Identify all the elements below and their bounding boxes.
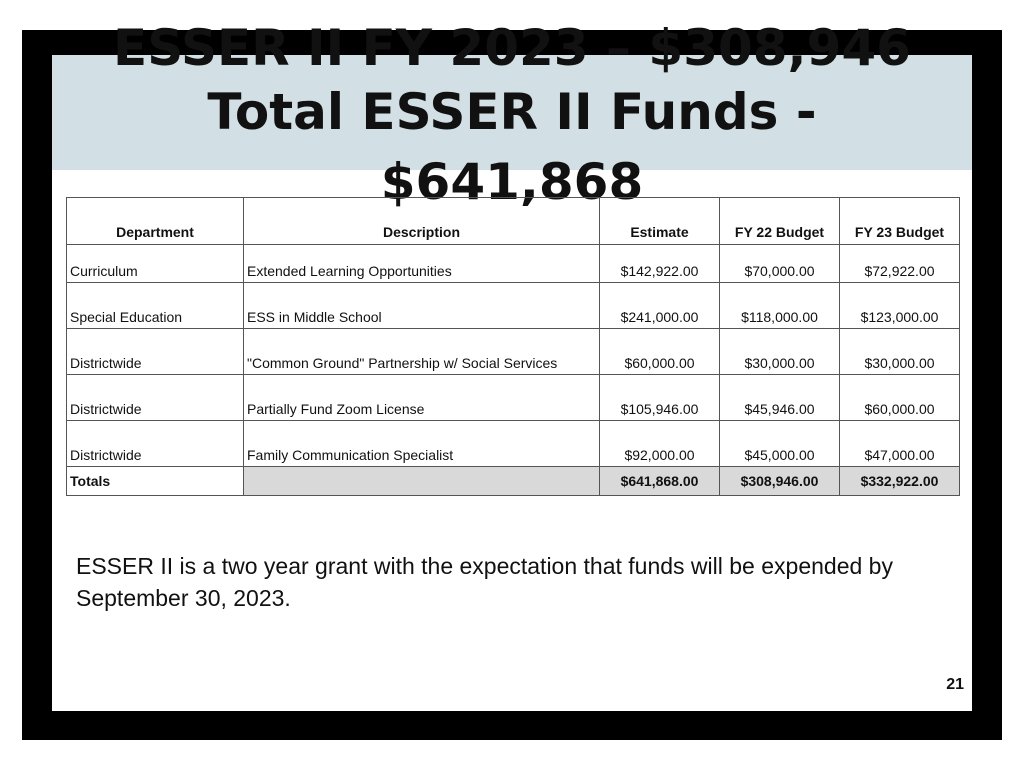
cell-fy23-budget: $30,000.00 — [840, 329, 960, 375]
cell-estimate: $60,000.00 — [600, 329, 720, 375]
grant-note: ESSER II is a two year grant with the expectation that funds will be expended by September 30, 2023. — [76, 553, 893, 611]
page-number: 21 — [946, 676, 964, 693]
totals-description — [244, 467, 600, 496]
cell-fy22-budget: $30,000.00 — [720, 329, 840, 375]
totals-fy23-budget: $332,922.00 — [840, 467, 960, 496]
cell-department: Districtwide — [67, 329, 244, 375]
slide-title-line-2: Total ESSER II Funds - — [207, 83, 817, 141]
cell-estimate: $92,000.00 — [600, 421, 720, 467]
slide-title-line-1: ESSER II FY 2023 – $308,946 — [113, 19, 911, 77]
cell-fy23-budget: $47,000.00 — [840, 421, 960, 467]
cell-department: Special Education — [67, 283, 244, 329]
cell-estimate: $105,946.00 — [600, 375, 720, 421]
cell-fy22-budget: $70,000.00 — [720, 245, 840, 283]
cell-fy22-budget: $118,000.00 — [720, 283, 840, 329]
esser-budget-table — [66, 197, 960, 496]
totals-label: Totals — [67, 467, 244, 496]
header-description: Description — [244, 198, 600, 245]
header-estimate: Estimate — [600, 198, 720, 245]
cell-department: Curriculum — [67, 245, 244, 283]
cell-fy23-budget: $123,000.00 — [840, 283, 960, 329]
totals-row — [67, 467, 960, 496]
cell-description: ESS in Middle School — [244, 283, 600, 329]
cell-estimate: $241,000.00 — [600, 283, 720, 329]
table-row — [67, 329, 960, 375]
cell-fy22-budget: $45,946.00 — [720, 375, 840, 421]
table-row — [67, 375, 960, 421]
cell-description: Family Communication Specialist — [244, 421, 600, 467]
totals-fy22-budget: $308,946.00 — [720, 467, 840, 496]
header-fy23-budget: FY 23 Budget — [840, 198, 960, 245]
cell-fy23-budget: $72,922.00 — [840, 245, 960, 283]
table-header-row — [67, 198, 960, 245]
cell-description: "Common Ground" Partnership w/ Social Services — [244, 329, 600, 375]
table-row — [67, 421, 960, 467]
totals-estimate: $641,868.00 — [600, 467, 720, 496]
table-row — [67, 245, 960, 283]
slide — [52, 19, 972, 711]
cell-description: Partially Fund Zoom License — [244, 375, 600, 421]
cell-department: Districtwide — [67, 421, 244, 467]
cell-department: Districtwide — [67, 375, 244, 421]
header-fy22-budget: FY 22 Budget — [720, 198, 840, 245]
cell-fy22-budget: $45,000.00 — [720, 421, 840, 467]
cell-description: Extended Learning Opportunities — [244, 245, 600, 283]
slide-title-line-3: $641,868 — [380, 153, 644, 211]
cell-fy23-budget: $60,000.00 — [840, 375, 960, 421]
cell-estimate: $142,922.00 — [600, 245, 720, 283]
table-row — [67, 283, 960, 329]
header-department: Department — [67, 198, 244, 245]
